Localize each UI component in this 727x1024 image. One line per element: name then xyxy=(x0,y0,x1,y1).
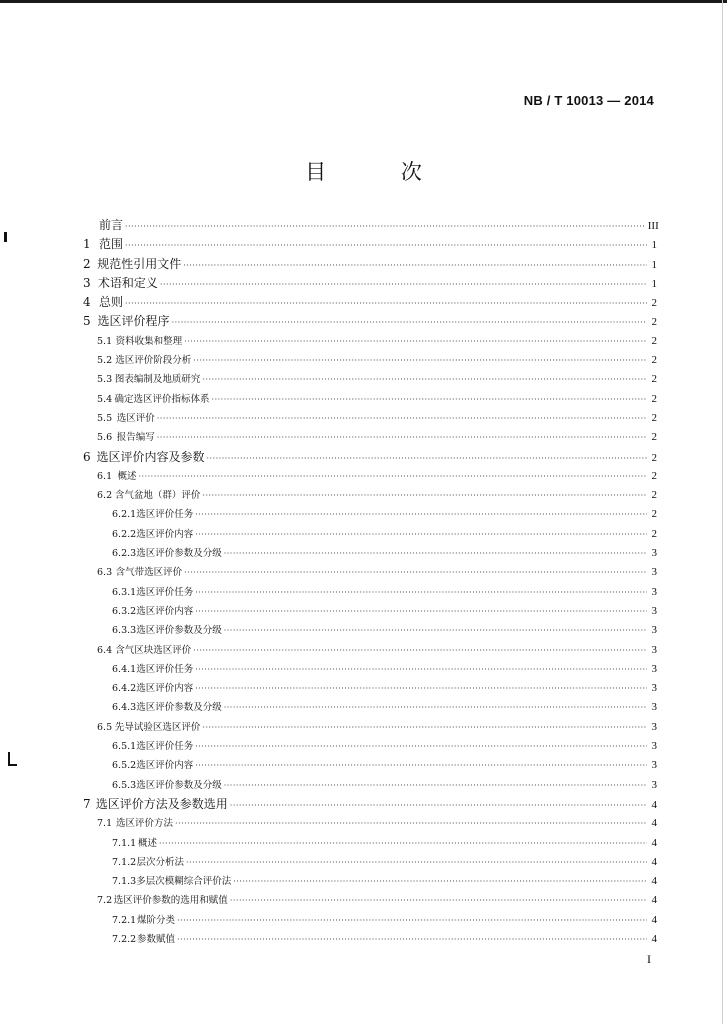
toc-entry[interactable] xyxy=(83,505,657,524)
toc-entry[interactable] xyxy=(83,390,657,409)
toc-entry[interactable] xyxy=(83,563,657,582)
toc-entry-title: 先导试验区选区评价 xyxy=(114,721,201,733)
toc-entry-page: 2 xyxy=(651,431,657,444)
toc-entry-page: 3 xyxy=(651,547,657,560)
toc-entry[interactable] xyxy=(83,409,657,428)
toc-entry-number: 4 xyxy=(83,295,91,310)
toc-entry[interactable] xyxy=(83,853,657,872)
table-of-contents xyxy=(83,216,657,949)
toc-entry-title: 选区评价内容 xyxy=(136,605,194,617)
toc-entry-page: III xyxy=(647,220,659,232)
toc-entry-number: 7.2 xyxy=(97,895,113,907)
toc-entry-page: 2 xyxy=(651,354,657,367)
toc-entry-number: 7.1.2 xyxy=(112,856,137,868)
toc-entry-title: 选区评价参数及分级 xyxy=(136,625,222,637)
toc-entry-title: 选区评价任务 xyxy=(136,509,194,521)
toc-entry-page: 1 xyxy=(651,239,657,252)
toc-leader-dots xyxy=(195,525,647,544)
toc-entry-page: 4 xyxy=(651,894,657,907)
toc-entry[interactable] xyxy=(83,602,657,621)
toc-entry[interactable] xyxy=(83,872,657,891)
toc-entry-number: 7.1 xyxy=(97,818,113,830)
toc-entry-title: 选区评价 xyxy=(116,412,155,424)
toc-entry-title: 含气盆地（群）评价 xyxy=(114,490,201,502)
toc-entry-title: 多层次模糊综合评价法 xyxy=(136,876,232,888)
toc-entry-title: 选区评价方法及参数选用 xyxy=(95,796,228,811)
toc-entry-page: 1 xyxy=(651,258,657,271)
toc-entry-title: 选区评价参数及分级 xyxy=(136,548,222,560)
toc-entry-page: 2 xyxy=(651,334,657,347)
toc-leader-dots xyxy=(175,814,647,833)
toc-entry-page: 3 xyxy=(651,662,657,675)
toc-entry[interactable] xyxy=(83,756,657,775)
toc-entry[interactable] xyxy=(83,370,657,389)
toc-entry-title: 选区评价内容 xyxy=(136,760,194,772)
toc-entry-title: 煤阶分类 xyxy=(136,914,175,926)
toc-leader-dots xyxy=(224,544,647,563)
scan-mark xyxy=(8,764,17,766)
toc-entry-number: 6.4 xyxy=(97,644,113,656)
toc-entry-title: 参数赋值 xyxy=(136,933,175,945)
toc-entry-number: 1 xyxy=(83,237,91,252)
toc-entry[interactable] xyxy=(83,660,657,679)
toc-entry-number: 7 xyxy=(83,796,91,811)
toc-entry-number: 6.3.2 xyxy=(112,605,137,617)
toc-entry-title: 术语和定义 xyxy=(97,275,158,290)
toc-entry-title: 选区评价任务 xyxy=(136,586,194,598)
toc-entry-number: 6.5.1 xyxy=(112,741,137,753)
toc-entry-number: 3 xyxy=(83,275,91,290)
toc-entry[interactable] xyxy=(83,641,657,660)
toc-entry-number: 7.2.2 xyxy=(112,933,137,945)
toc-entry-title: 概述 xyxy=(117,470,137,482)
toc-entry[interactable] xyxy=(83,544,657,563)
toc-leader-dots xyxy=(177,930,647,949)
toc-leader-dots xyxy=(157,428,647,447)
toc-entry-page: 3 xyxy=(651,720,657,733)
toc-entry-page: 2 xyxy=(651,392,657,405)
toc-entry-page: 1 xyxy=(651,277,657,290)
toc-leader-dots xyxy=(195,737,647,756)
toc-leader-dots xyxy=(224,698,647,717)
toc-leader-dots xyxy=(202,486,647,505)
toc-entry-page: 3 xyxy=(651,778,657,791)
toc-entry[interactable] xyxy=(83,834,657,853)
toc-entry-title: 选区评价参数及分级 xyxy=(136,702,222,714)
toc-entry-page: 3 xyxy=(651,624,657,637)
toc-leader-dots xyxy=(125,236,647,255)
toc-entry-page: 4 xyxy=(651,875,657,888)
toc-leader-dots xyxy=(183,256,647,275)
toc-entry[interactable] xyxy=(83,679,657,698)
toc-entry-title: 图表编制及地质研究 xyxy=(114,374,201,386)
toc-entry-page: 3 xyxy=(651,604,657,617)
toc-entry-number: 5.2 xyxy=(97,355,113,367)
toc-entry[interactable] xyxy=(83,795,657,814)
toc-entry-page: 4 xyxy=(651,855,657,868)
toc-entry-title: 规范性引用文件 xyxy=(97,256,182,271)
toc-entry-page: 2 xyxy=(651,451,657,464)
toc-entry-number: 6.5 xyxy=(97,721,113,733)
toc-entry-number: 6.3.1 xyxy=(112,586,137,598)
toc-entry-number: 6.5.2 xyxy=(112,760,137,772)
toc-entry-title: 层次分析法 xyxy=(136,856,185,868)
toc-entry-title: 总则 xyxy=(98,295,123,310)
toc-entry-page: 2 xyxy=(651,411,657,424)
toc-entry-title: 选区评价阶段分析 xyxy=(115,355,192,367)
toc-entry-number: 5 xyxy=(83,314,91,329)
toc-leader-dots xyxy=(195,505,647,524)
toc-entry-number: 6.2.1 xyxy=(112,509,137,521)
toc-entry-page: 2 xyxy=(651,316,657,329)
toc-entry[interactable] xyxy=(83,621,657,640)
toc-entry-number: 6.1 xyxy=(97,470,113,482)
toc-entry-number: 6.2.2 xyxy=(112,528,137,540)
toc-leader-dots xyxy=(184,332,647,351)
toc-entry[interactable] xyxy=(83,351,657,370)
toc-entry-title: 选区评价任务 xyxy=(136,741,194,753)
toc-entry[interactable] xyxy=(83,293,657,312)
toc-leader-dots xyxy=(207,449,648,468)
toc-leader-dots xyxy=(212,390,647,409)
toc-entry-page: 3 xyxy=(651,682,657,695)
toc-entry-number: 5.4 xyxy=(97,393,113,405)
toc-leader-dots xyxy=(160,275,647,294)
toc-entry[interactable] xyxy=(83,698,657,717)
toc-leader-dots xyxy=(202,370,647,389)
toc-leader-dots xyxy=(125,294,647,313)
toc-entry[interactable] xyxy=(83,235,657,254)
toc-leader-dots xyxy=(224,776,647,795)
toc-entry[interactable] xyxy=(83,911,657,930)
toc-entry[interactable] xyxy=(83,216,657,235)
toc-entry-page: 4 xyxy=(651,932,657,945)
toc-entry-title: 资料收集和整理 xyxy=(115,335,183,347)
scan-mark xyxy=(4,232,7,242)
toc-entry-number: 7.1.3 xyxy=(112,876,137,888)
toc-entry-title: 选区评价任务 xyxy=(136,663,194,675)
toc-entry-page: 2 xyxy=(651,489,657,502)
toc-entry-page: 2 xyxy=(651,527,657,540)
toc-entry-title: 报告编写 xyxy=(116,432,155,444)
page-title: 目 次 xyxy=(305,160,456,184)
toc-entry-page: 4 xyxy=(651,798,657,811)
toc-entry-number: 6.5.3 xyxy=(112,779,137,791)
toc-entry-number: 6.4.1 xyxy=(112,663,137,675)
toc-leader-dots xyxy=(230,891,647,910)
toc-entry-page: 2 xyxy=(651,297,657,310)
toc-entry-number: 6.3.3 xyxy=(112,625,137,637)
toc-entry-number: 7.1.1 xyxy=(112,837,137,849)
toc-entry-title: 概述 xyxy=(137,837,157,849)
toc-entry-page: 4 xyxy=(651,836,657,849)
toc-entry[interactable] xyxy=(83,525,657,544)
toc-leader-dots xyxy=(125,217,646,236)
toc-entry-number: 5.1 xyxy=(97,335,113,347)
toc-leader-dots xyxy=(186,853,647,872)
toc-leader-dots xyxy=(224,621,647,640)
toc-entry-page: 4 xyxy=(651,817,657,830)
toc-leader-dots xyxy=(159,834,647,853)
footer-page-number: I xyxy=(647,952,651,966)
toc-entry-title: 含气区块选区评价 xyxy=(115,644,192,656)
toc-entry-title: 选区评价参数的选用和赋值 xyxy=(113,895,228,907)
toc-entry[interactable] xyxy=(83,312,657,331)
toc-entry-page: 2 xyxy=(651,469,657,482)
toc-entry[interactable] xyxy=(83,486,657,505)
toc-entry-page: 3 xyxy=(651,585,657,598)
toc-entry[interactable] xyxy=(83,255,657,274)
toc-entry-title: 含气带选区评价 xyxy=(115,567,183,579)
toc-leader-dots xyxy=(202,718,647,737)
toc-entry-number: 5.6 xyxy=(97,432,113,444)
toc-entry[interactable] xyxy=(83,448,657,467)
toc-entry[interactable] xyxy=(83,467,657,486)
toc-entry-title: 选区评价方法 xyxy=(116,818,174,830)
toc-entry[interactable] xyxy=(83,332,657,351)
toc-entry-number: 5.5 xyxy=(97,412,113,424)
toc-leader-dots xyxy=(195,679,647,698)
toc-entry-title: 选区评价内容 xyxy=(136,683,194,695)
toc-leader-dots xyxy=(195,756,647,775)
toc-entry-number: 6.2 xyxy=(97,490,113,502)
scan-edge-top xyxy=(0,0,727,3)
toc-leader-dots xyxy=(157,409,647,428)
toc-entry[interactable] xyxy=(83,930,657,949)
toc-entry-title: 范围 xyxy=(98,237,123,252)
toc-entry-page: 3 xyxy=(651,740,657,753)
toc-entry-page: 3 xyxy=(651,566,657,579)
toc-leader-dots xyxy=(195,660,647,679)
scan-edge-right xyxy=(722,0,723,1024)
toc-leader-dots xyxy=(177,911,647,930)
toc-leader-dots xyxy=(184,563,647,582)
toc-entry-number: 6.4.3 xyxy=(112,702,137,714)
toc-leader-dots xyxy=(195,602,647,621)
standard-code: NB / T 10013 — 2014 xyxy=(523,93,654,108)
toc-entry-title: 前言 xyxy=(98,218,123,232)
toc-entry-page: 3 xyxy=(651,643,657,656)
toc-entry-number: 7.2.1 xyxy=(112,914,137,926)
toc-entry-page: 3 xyxy=(651,701,657,714)
toc-entry-title: 选区评价程序 xyxy=(97,314,170,329)
toc-leader-dots xyxy=(193,641,647,660)
toc-leader-dots xyxy=(230,796,647,815)
toc-entry[interactable] xyxy=(83,776,657,795)
toc-entry[interactable] xyxy=(83,737,657,756)
toc-leader-dots xyxy=(195,583,647,602)
toc-entry-number: 6 xyxy=(83,449,91,464)
toc-leader-dots xyxy=(139,467,648,486)
toc-entry-page: 3 xyxy=(651,759,657,772)
toc-entry-title: 选区评价内容及参数 xyxy=(96,449,205,464)
toc-entry-number: 6.3 xyxy=(97,567,113,579)
toc-entry[interactable] xyxy=(83,274,657,293)
toc-entry[interactable] xyxy=(83,814,657,833)
toc-entry[interactable] xyxy=(83,428,657,447)
toc-entry-page: 4 xyxy=(651,913,657,926)
toc-entry-page: 2 xyxy=(651,373,657,386)
toc-entry-number: 2 xyxy=(83,256,91,271)
toc-entry[interactable] xyxy=(83,718,657,737)
toc-entry[interactable] xyxy=(83,891,657,910)
toc-entry-number: 6.4.2 xyxy=(112,683,137,695)
toc-leader-dots xyxy=(233,872,647,891)
toc-entry-page: 2 xyxy=(651,508,657,521)
toc-leader-dots xyxy=(172,313,647,332)
toc-entry-title: 确定选区评价指标体系 xyxy=(114,393,210,405)
toc-leader-dots xyxy=(193,351,647,370)
toc-entry-number: 6.2.3 xyxy=(112,548,137,560)
toc-entry-title: 选区评价参数及分级 xyxy=(136,779,222,791)
toc-entry-number: 5.3 xyxy=(97,374,113,386)
toc-entry[interactable] xyxy=(83,583,657,602)
toc-entry-title: 选区评价内容 xyxy=(136,528,194,540)
